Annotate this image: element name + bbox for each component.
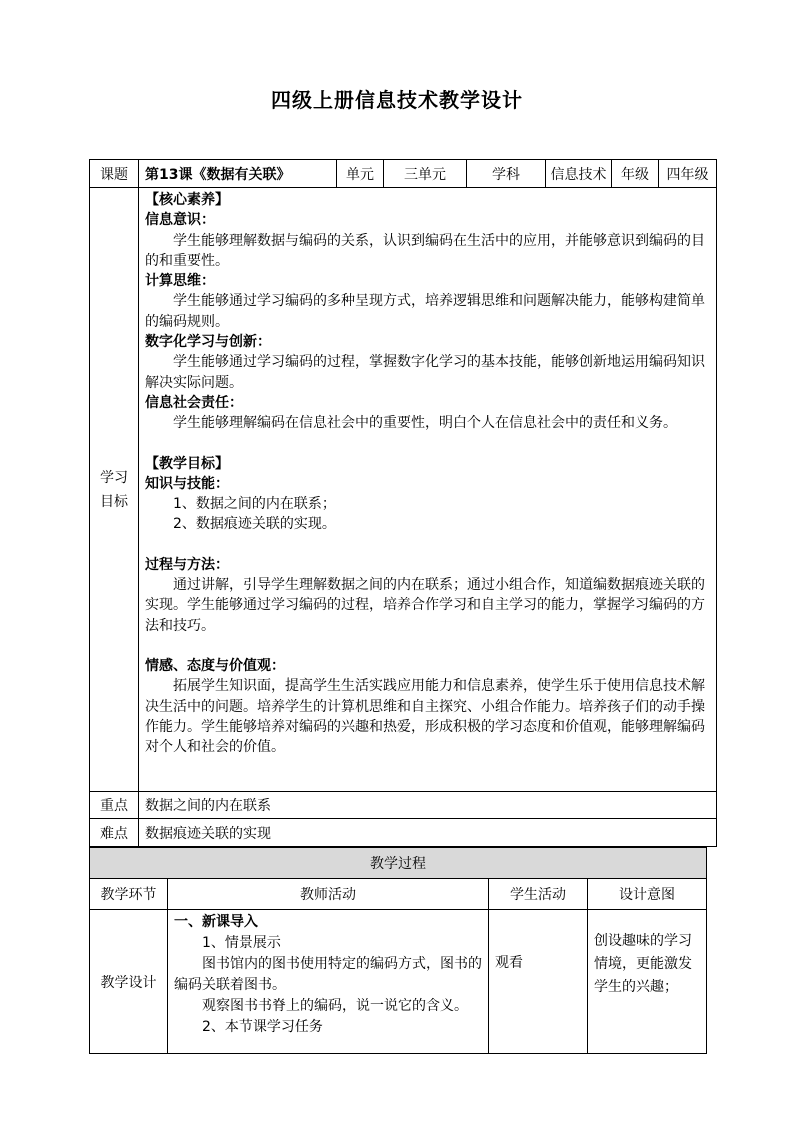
grade-value: 四年级: [659, 160, 717, 188]
document-title: 四级上册信息技术教学设计: [271, 88, 523, 112]
teacher-item: 2、本节课学习任务: [202, 1019, 323, 1035]
unit-value: 三单元: [384, 160, 467, 188]
course-label: 课题: [90, 160, 139, 188]
teacher-heading: 一、新课导入: [174, 914, 258, 930]
header-student: 学生活动: [489, 879, 588, 910]
process-title-row: [90, 848, 707, 879]
process-header-row: [90, 879, 707, 910]
process-text: 通过讲解，引导学生理解数据之间的内在联系；通过小组合作，知道编数据痕迹关联的实现。学生能够通过学习编码的过程，培养合作学习和自主学习的能力，掌握学习编码的方法和技巧。: [145, 577, 705, 634]
process-row: [90, 910, 707, 1054]
core-heading: 信息社会责任：: [145, 394, 243, 411]
teacher-item: 1、情景展示: [202, 935, 281, 951]
knowledge-heading: 知识与技能：: [145, 475, 229, 492]
core-heading: 信息意识：: [145, 212, 215, 229]
core-text: 学生能够通过学习编码的多种呈现方式，培养逻辑思维和问题解决能力，能够构建简单的编码规则。: [145, 293, 705, 330]
objectives-label: 学习 目标: [90, 188, 139, 792]
header-stage: 教学环节: [90, 879, 168, 910]
difficult-point-text: 数据痕迹关联的实现: [139, 819, 717, 847]
teaching-goals-header: 【教学目标】: [145, 455, 229, 472]
difficult-point-label: 难点: [90, 819, 139, 847]
info-row: [90, 160, 717, 188]
core-heading: 数字化学习与创新：: [145, 334, 271, 351]
subject-value: 信息技术: [546, 160, 612, 188]
core-literacy-header: 【核心素养】: [145, 192, 229, 208]
key-point-label: 重点: [90, 792, 139, 819]
objectives-row: [90, 188, 717, 792]
core-text: 学生能够理解数据与编码的关系，认识到编码在生活中的应用，并能够意识到编码的目的和重要性。: [145, 232, 705, 269]
objectives-content: [139, 188, 717, 792]
lesson-info-table: [89, 159, 717, 847]
teacher-text: 图书馆内的图书使用特定的编码方式，图书的编码关联着图书。: [174, 956, 482, 993]
course-title: 第13课《数据有关联》: [139, 160, 337, 188]
teacher-activity: [168, 910, 489, 1054]
unit-label: 单元: [337, 160, 384, 188]
emotion-text: 拓展学生知识面，提高学生生活实践应用能力和信息素养，使学生乐于使用信息技术解决生活中的问题。培养学生的计算机思维和自主探究、小组合作能力。培养孩子们的动手操作能力。学生能够培养对编码的兴趣和热爱，形成积极的学习态度和价值观，能够理解编码对个人和社会的价值。: [145, 678, 705, 756]
teacher-text: 观察图书书脊上的编码，说一说它的含义。: [202, 998, 468, 1014]
key-point-row: [90, 792, 717, 819]
header-teacher: 教师活动: [168, 879, 489, 910]
design-intent: 创设趣味的学习情境，更能激发学生的兴趣；: [588, 910, 707, 1054]
emotion-heading: 情感、态度与价值观：: [145, 657, 285, 674]
knowledge-item: 2、数据痕迹关联的实现。: [173, 516, 336, 533]
header-intent: 设计意图: [588, 879, 707, 910]
knowledge-item: 1、数据之间的内在联系；: [173, 496, 336, 513]
subject-label: 学科: [467, 160, 546, 188]
core-text: 学生能够理解编码在信息社会中的重要性，明白个人在信息社会中的责任和义务。: [173, 415, 677, 432]
key-point-text: 数据之间的内在联系: [139, 792, 717, 819]
grade-label: 年级: [612, 160, 659, 188]
teaching-process-table: [89, 847, 707, 1054]
core-heading: 计算思维：: [145, 273, 215, 290]
process-section-title: 教学过程: [90, 848, 707, 879]
process-heading: 过程与方法：: [145, 556, 229, 573]
student-activity: 观看: [489, 910, 588, 1054]
stage-cell: 教学设计: [90, 910, 168, 1054]
core-text: 学生能够通过学习编码的过程，掌握数字化学习的基本技能，能够创新地运用编码知识解决实际问题。: [145, 354, 705, 391]
difficult-point-row: [90, 819, 717, 847]
